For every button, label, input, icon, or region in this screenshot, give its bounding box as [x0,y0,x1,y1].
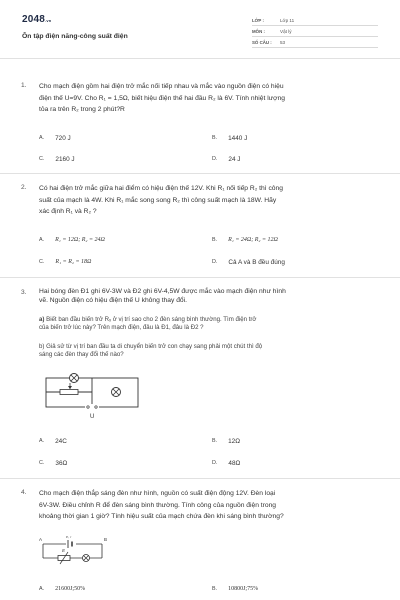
option-letter: C. [39,156,45,162]
meta-key: LỚP : [252,17,264,23]
sub-line: của biến trở lúc này? Trên mạch điện, đâu là Đ1, đâu là Đ2 ? [39,324,204,331]
option-c[interactable] [39,156,75,163]
sub-line [39,316,371,324]
option-text: 36Ω [55,460,68,467]
meta-value: 53 [280,39,286,45]
terminal-icon [85,404,99,410]
question-divider [0,277,400,278]
option-b[interactable] [212,586,258,592]
option-text: R₁ = 24Ω; R₂ = 12Ω [228,237,278,243]
option-text: 12Ω [228,438,240,445]
voltage-label: U [90,414,95,420]
question-line: xác định R₁ và R₂ ? [39,208,97,215]
question-number: 1. [21,82,27,89]
option-letter: B. [212,438,218,444]
meta-row-subject [252,26,378,37]
option-b[interactable] [212,237,278,243]
point-a-label: A [39,537,43,542]
logo-suffix: .vn [45,18,52,23]
question-line: khoảng thời gian 1 giờ? Tính hiệu suất của mạch chứa đèn khi sáng bình thường? [39,513,284,520]
option-letter: A. [39,237,45,243]
circuit-diagram-lamp-rheostat [38,535,118,567]
source-label: E, r [66,535,72,539]
question-text [39,183,379,218]
option-letter: A. [39,438,45,444]
question-line: Hai bóng đèn Đ1 ghi 6V-3W và Đ2 ghi 6V-4,5W được mắc vào mạch điện như hình [39,288,286,295]
meta-key: SỐ CÂU : [252,39,272,45]
option-text: R₁ = 12Ω; R₂ = 24Ω [55,237,105,243]
option-text: 720 J [55,135,71,142]
logo-text: 2048 [22,14,46,25]
option-text: R₁ = R₂ = 18Ω [55,259,92,265]
option-d[interactable] [212,259,285,266]
question-line: điện thế U=9V. Cho R₁ = 1,5Ω, biết hiệu điện thế hai đầu R₂ là 6V. Tính nhiệt lượng [39,94,286,102]
option-text: Cả A và B đều đúng [228,259,285,266]
sub-line: sáng các đèn thay đổi thế nào? [39,351,124,358]
option-a[interactable] [39,438,67,445]
option-letter: A. [39,586,45,592]
option-letter: A. [39,135,45,141]
sub-label: a) [39,316,45,323]
question-line: suất của mạch là 4W. Khi R₁ mắc song song R₂ thì công suất mạch là 18W. Hãy [39,196,277,204]
option-letter: C. [39,460,45,466]
option-text: 1440 J [228,135,248,142]
question-line: tỏa ra trên R₂ trong 2 phút?R [39,106,125,113]
sub-line: b) Giả sử từ vị trí ban đầu ta di chuyển biến trở con chạy sang phải một chút thì độ [39,343,263,350]
option-letter: D. [212,259,218,265]
question-divider [0,173,400,174]
question-number: 2. [21,184,27,191]
option-b[interactable] [212,438,240,445]
option-a[interactable] [39,586,85,592]
circuit-diagram-lamps [40,373,144,421]
option-a[interactable] [39,237,105,243]
option-text: 24 J [228,156,241,163]
sub-question-b [39,343,371,359]
option-d[interactable] [212,460,240,467]
question-text [39,488,379,523]
option-letter: B. [212,586,218,592]
sub-question-a [39,316,371,332]
question-line: 6V-3W. Điều chỉnh R để đèn sáng bình thường. Tính công của nguồn điện trong [39,501,277,509]
question-line: Cho mạch điện thắp sáng đèn như hình, nguồn có suất điện động 12V. Đèn loại [39,490,276,497]
option-letter: B. [212,135,218,141]
quiz-title: Ôn tập điện năng-công suất điện [22,33,128,40]
option-text: 21600J;50% [55,586,86,592]
question-text [39,81,379,116]
option-letter: D. [212,460,218,466]
option-a[interactable] [39,135,71,142]
meta-value: Vật lý [280,28,292,34]
option-b[interactable] [212,135,247,142]
option-c[interactable] [39,460,67,467]
option-text: 2160 J [55,156,75,163]
quiz-meta [252,15,378,48]
meta-row-class [252,15,378,26]
battery-icon [66,540,76,548]
option-text: 48Ω [228,460,241,467]
resistor-icon [58,552,70,564]
option-d[interactable] [212,156,241,163]
sub-line-text: Biết ban đầu biến trở Rₓ ở vị trí sao cho 2 đèn sáng bình thường. Tìm điện trở [46,316,257,323]
point-b-label: B [104,537,108,542]
question-number: 3. [21,289,27,296]
lamp-2-icon [112,388,121,397]
question-line: vẽ. Nguồn điện có hiệu điện thế U không thay đổi. [39,296,187,304]
option-letter: C. [39,259,45,265]
question-line: Có hai điện trở mắc giữa hai điểm có hiệu điện thế 12V. Khi R₁ nối tiếp R₂ thì công [39,185,283,192]
question-line: Cho mạch điện gồm hai điện trở mắc nối tiếp nhau và mắc vào nguồn điện có hiệu [39,83,284,90]
option-c[interactable] [39,259,91,265]
question-number: 4. [21,489,27,496]
lamp-icon [83,555,90,562]
resistor-label: R [62,548,65,553]
lamp-1-icon [70,374,79,383]
option-letter: B. [212,237,218,243]
rheostat-icon [60,383,78,395]
header-divider [0,58,400,59]
option-letter: D. [212,156,218,162]
meta-value: Lớp 11 [280,17,295,23]
site-logo[interactable] [22,14,51,25]
question-text [39,288,379,305]
meta-row-count [252,37,378,48]
meta-key: MÔN : [252,28,265,34]
question-divider [0,478,400,479]
option-text: 10800J;75% [228,586,259,592]
option-text: 24C [55,438,67,445]
